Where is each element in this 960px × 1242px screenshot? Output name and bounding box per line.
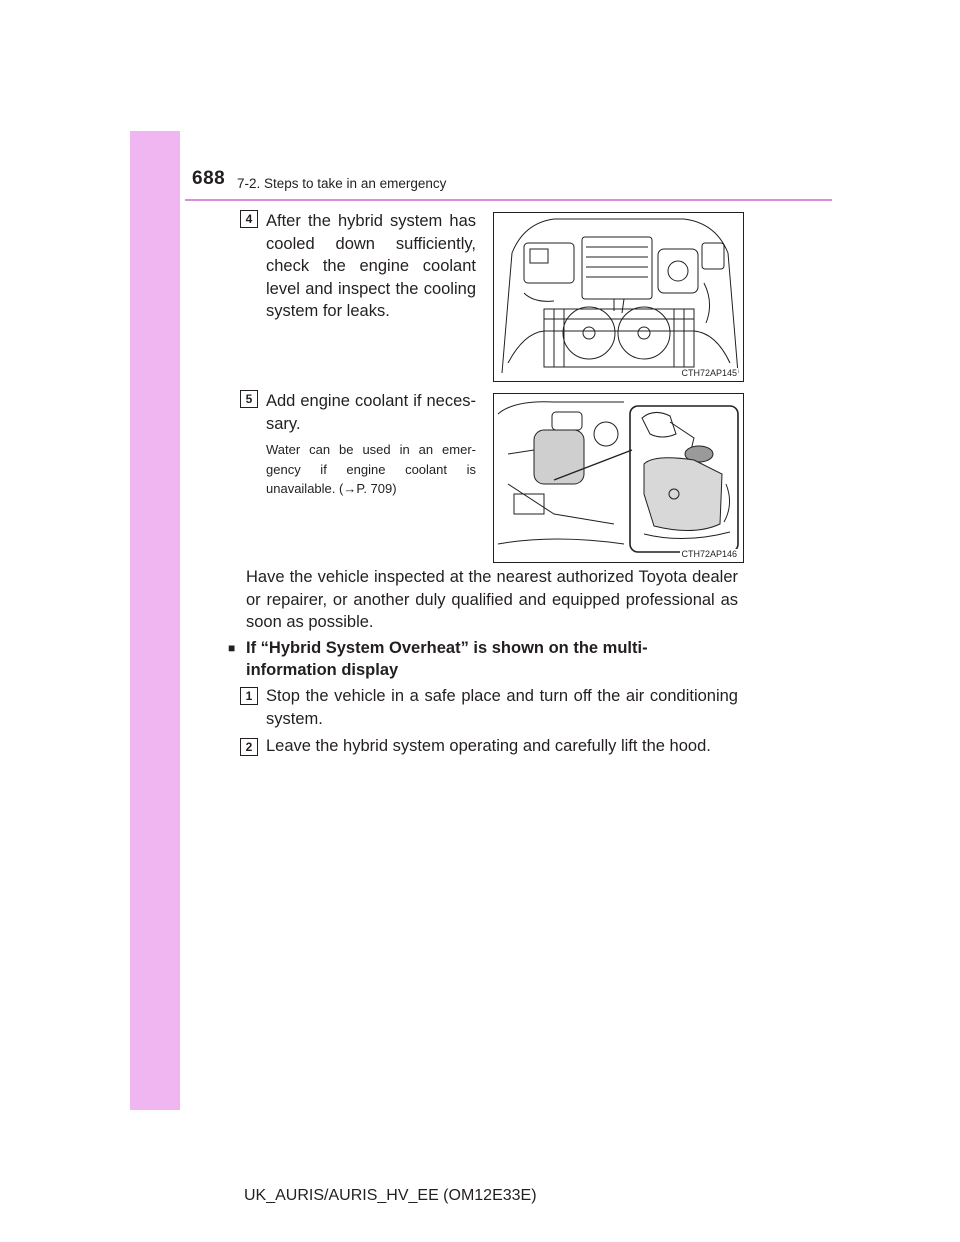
overheat-heading [228,637,738,681]
engine-bay-figure [493,212,744,382]
coolant-reservoir-illustration-icon [494,394,743,562]
engine-bay-illustration-icon [494,213,743,381]
step-number-4: 4 [240,210,258,228]
substep-number-2: 2 [240,738,258,756]
step-5-text: Add engine coolant if neces-sary. [266,392,476,433]
step-number-5: 5 [240,390,258,408]
figure-code-1: CTH72AP145 [681,368,737,378]
inspection-paragraph: Have the vehicle inspected at the nearest authorized Toyota dealer or repairer, or another duly qualified and equipped professional as soon as possible. [246,568,738,631]
step-4-text: After the hybrid system has cooled down sufficiently, check the engine coolant level and inspect the cooling system for leaks. [266,212,476,320]
chapter-sidebar-tab [130,131,180,1110]
coolant-reservoir-figure [493,393,744,563]
substep-number-1: 1 [240,687,258,705]
substep-1-text: Stop the vehicle in a safe place and turn off the air conditioning system. [266,687,738,728]
substep-2-text: Leave the hybrid system operating and carefully lift the hood. [266,737,711,755]
step-5-note: Water can be used in an emer-gency if engine coolant is unavailable. (→P. 709) [266,442,476,496]
overheat-heading-text: If “Hybrid System Overheat” is shown on the multi-information display [246,639,648,679]
section-title: 7-2. Steps to take in an emergency [237,176,447,191]
page-number: 688 [192,168,226,189]
footer-model-code: UK_AURIS/AURIS_HV_EE (OM12E33E) [244,1187,537,1204]
header-divider [185,199,832,201]
bullet-square-icon: ■ [228,641,236,655]
figure-code-2: CTH72AP146 [681,549,737,559]
